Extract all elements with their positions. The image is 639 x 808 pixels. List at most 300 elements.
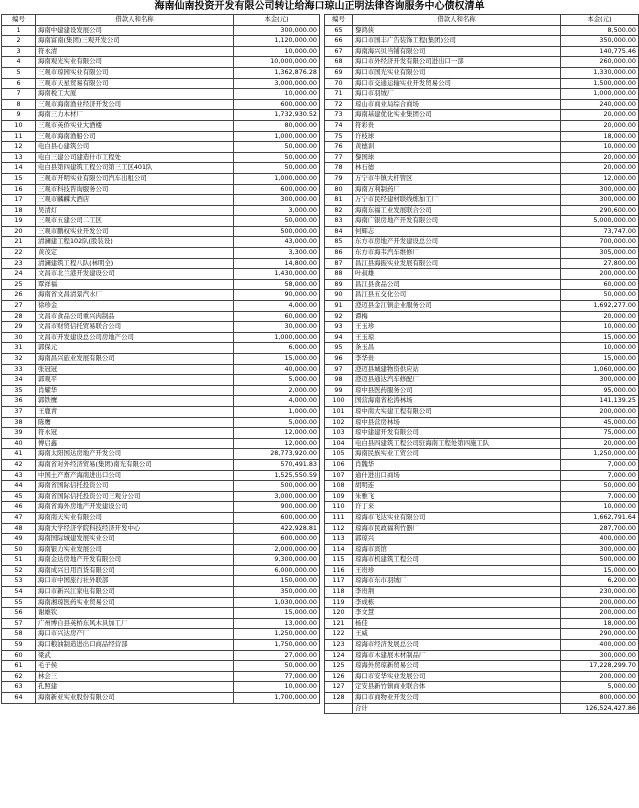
principal-amount: 300,000.00 [561, 650, 639, 661]
principal-amount: 7,000.00 [561, 459, 639, 470]
table-row [325, 682, 639, 693]
principal-amount: 20,000.00 [561, 152, 639, 163]
row-number: 82 [325, 205, 353, 216]
table-row [2, 438, 320, 449]
principal-amount: 45,000.00 [561, 417, 639, 428]
principal-amount: 900,000.00 [234, 502, 320, 513]
borrower-name: 海南太阳国达房地产开发公司 [36, 449, 234, 460]
table-row [325, 438, 639, 449]
principal-amount: 28,773,920.00 [234, 449, 320, 460]
row-number: 95 [325, 343, 353, 354]
row-number: 9 [2, 110, 36, 121]
principal-amount: 700,000.00 [561, 237, 639, 248]
borrower-name: 符永冠 [36, 428, 234, 439]
borrower-name: 电白三建公司建造什市工程处 [36, 152, 234, 163]
principal-amount: 300,000.00 [234, 195, 320, 206]
principal-amount: 2,000,000.00 [234, 544, 320, 555]
principal-amount: 1,430,000.00 [234, 269, 320, 280]
borrower-name: 万宁市民经建材联线炼加工厂 [353, 195, 561, 206]
row-number: 53 [2, 576, 36, 587]
table-header-row [2, 15, 320, 26]
row-number: 124 [325, 650, 353, 661]
table-row [2, 491, 320, 502]
borrower-name: 定安县新竹镇商业联合体 [353, 682, 561, 693]
table-row [2, 661, 320, 672]
table-row [325, 205, 639, 216]
row-number: 93 [325, 322, 353, 333]
borrower-name: 通什进出口商场 [353, 470, 561, 481]
principal-amount: 6,000.00 [234, 343, 320, 354]
principal-amount: 20,000.00 [561, 438, 639, 449]
table-row [2, 36, 320, 47]
row-number: 123 [325, 640, 353, 651]
principal-amount: 400,000.00 [561, 640, 639, 651]
row-number: 49 [2, 534, 36, 545]
principal-amount: 300,000.00 [561, 544, 639, 555]
principal-amount: 5,000.00 [234, 417, 320, 428]
borrower-name: 海口粮油制造进出口商品经营部 [36, 640, 234, 651]
row-number: 16 [2, 184, 36, 195]
table-row [2, 279, 320, 290]
borrower-name: 三观市鹏权实业开发公司 [36, 226, 234, 237]
row-number: 108 [325, 481, 353, 492]
principal-amount: 300,000.00 [234, 25, 320, 36]
row-number: 41 [2, 449, 36, 460]
borrower-name: 海南省国际信托投资公司三观分公司 [36, 491, 234, 502]
borrower-name: 海南基建优化实业集团公司 [353, 110, 561, 121]
principal-amount: 5,000.00 [561, 682, 639, 693]
table-row [2, 226, 320, 237]
borrower-name: 杨佳 [353, 618, 561, 629]
principal-amount: 50,000.00 [234, 142, 320, 153]
borrower-name: 王玉珍 [353, 322, 561, 333]
principal-amount: 1,000,000.00 [234, 332, 320, 343]
table-row [325, 417, 639, 428]
header-amount: 本金(元) [561, 15, 639, 26]
row-number: 32 [2, 354, 36, 365]
row-number: 126 [325, 671, 353, 682]
borrower-name: 黄德训 [353, 142, 561, 153]
row-number: 81 [325, 195, 353, 206]
principal-amount: 10,000,000.00 [234, 57, 320, 68]
row-number: 63 [2, 682, 36, 693]
borrower-name: 胡明连 [353, 481, 561, 492]
principal-amount: 600,000.00 [234, 512, 320, 523]
row-number: 94 [325, 332, 353, 343]
principal-amount: 1,750,000.00 [234, 640, 320, 651]
table-row [2, 163, 320, 174]
table-row [2, 470, 320, 481]
row-number: 1 [2, 25, 36, 36]
borrower-name: 琼中县医药服务公司 [353, 385, 561, 396]
table-row [325, 576, 639, 587]
table-row [325, 25, 639, 36]
borrower-name: 张冠冠 [36, 364, 234, 375]
principal-amount: 570,491.83 [234, 459, 320, 470]
table-row [2, 587, 320, 598]
borrower-name: 琼海市东市羽绒厂 [353, 576, 561, 587]
total-row [325, 703, 639, 714]
borrower-name: 王鹿青 [36, 406, 234, 417]
row-number: 86 [325, 248, 353, 259]
row-number: 78 [325, 163, 353, 174]
table-row [325, 184, 639, 195]
borrower-name: 昌江县海振实业发展有限公司 [353, 258, 561, 269]
table-row [325, 618, 639, 629]
principal-amount: 4,000.00 [234, 301, 320, 312]
table-row [2, 343, 320, 354]
row-number: 27 [2, 301, 36, 312]
principal-amount: 1,525,550.59 [234, 470, 320, 481]
principal-amount: 6,200.00 [561, 576, 639, 587]
row-number: 110 [325, 502, 353, 513]
borrower-name: 三观市开明实业有限公司汽车出租公司 [36, 173, 234, 184]
principal-amount: 4,000.00 [234, 396, 320, 407]
total-label: 合计 [353, 703, 561, 714]
row-number: 3 [2, 46, 36, 57]
row-number: 79 [325, 173, 353, 184]
principal-amount: 300,000.00 [561, 195, 639, 206]
table-row [2, 555, 320, 566]
row-number: 119 [325, 597, 353, 608]
row-number: 69 [325, 67, 353, 78]
table-row [325, 78, 639, 89]
row-number: 77 [325, 152, 353, 163]
table-row [2, 406, 320, 417]
principal-amount: 1,362,876.28 [234, 67, 320, 78]
borrower-name: 王威 [353, 629, 561, 640]
table-row [325, 671, 639, 682]
principal-amount: 10,000.00 [561, 142, 639, 153]
borrower-name: 琼海市机建筑工程公司 [353, 555, 561, 566]
table-row [2, 459, 320, 470]
borrower-name: 昌江县食品公司 [353, 279, 561, 290]
borrower-name: 谭梅 [353, 311, 561, 322]
document-title: 海南仙南投资开发有限公司转让给海口琼山正明法律咨询服务中心债权清单 [154, 1, 485, 12]
principal-amount: 10,000.00 [561, 502, 639, 513]
row-number: 42 [2, 459, 36, 470]
principal-amount: 350,000.00 [234, 587, 320, 598]
borrower-name: 电白县四建筑工程公司驻海南工程处第四施工队 [353, 438, 561, 449]
borrower-name: 东方市海韦汽车维修厂 [353, 248, 561, 259]
row-number: 45 [2, 491, 36, 502]
principal-amount: 14,800.00 [234, 258, 320, 269]
table-row [2, 269, 320, 280]
borrower-name: 海南中建建设发展公司 [36, 25, 234, 36]
principal-amount: 1,120,000.00 [234, 36, 320, 47]
table-row [2, 375, 320, 386]
table-row [2, 354, 320, 365]
borrower-name: 海南万利制药厂 [353, 184, 561, 195]
row-number: 74 [325, 120, 353, 131]
table-row [325, 608, 639, 619]
row-number: 56 [2, 608, 36, 619]
table-row [2, 152, 320, 163]
borrower-name: 海南成兴日用百货有限公司 [36, 565, 234, 576]
principal-amount: 50,000.00 [234, 163, 320, 174]
borrower-name: 万宁市牛镇大杆管区 [353, 173, 561, 184]
borrower-name: 海南南天实业有限公司 [36, 512, 234, 523]
borrower-name: 电白县心建筑公司 [36, 142, 234, 153]
principal-amount: 3,000,000.00 [234, 491, 320, 502]
principal-amount: 1,692,277.00 [561, 301, 639, 312]
table-row [325, 385, 639, 396]
table-row [325, 258, 639, 269]
principal-amount: 5,000,000.00 [561, 216, 639, 227]
principal-amount: 10,000.00 [234, 89, 320, 100]
header-name: 借款人和名称 [36, 15, 234, 26]
table-row [325, 248, 639, 259]
row-number: 35 [2, 385, 36, 396]
row-number: 71 [325, 89, 353, 100]
borrower-name: 何辉志 [353, 226, 561, 237]
principal-amount: 18,000.00 [561, 131, 639, 142]
borrower-name: 海南湘琼医药实业贸易公司 [36, 597, 234, 608]
table-row [2, 142, 320, 153]
table-row [325, 322, 639, 333]
row-number: 34 [2, 375, 36, 386]
row-number: 44 [2, 481, 36, 492]
table-row [325, 523, 639, 534]
borrower-name: 海口市中国旅行社外联部 [36, 576, 234, 587]
borrower-name: 琼海市宾馆 [353, 544, 561, 555]
principal-amount: 40,000.00 [234, 364, 320, 375]
row-number: 75 [325, 131, 353, 142]
borrower-name: 符永清 [36, 46, 234, 57]
principal-amount: 500,000.00 [234, 226, 320, 237]
borrower-name: 海南省文昌清景汽水厂 [36, 290, 234, 301]
row-number: 64 [2, 693, 36, 704]
header-amount: 本金(元) [234, 15, 320, 26]
borrower-name: 李华贵 [353, 354, 561, 365]
table-row [325, 565, 639, 576]
borrower-name: 澄迈县金江镇企业服务公司 [353, 301, 561, 312]
row-number: 80 [325, 184, 353, 195]
borrower-name: 海口市安华实业发展公司 [353, 671, 561, 682]
principal-amount: 77,000.00 [234, 671, 320, 682]
principal-amount: 73,747.00 [561, 226, 639, 237]
row-number: 118 [325, 587, 353, 598]
borrower-name: 李文慧 [353, 608, 561, 619]
table-row [325, 152, 639, 163]
table-row [325, 36, 639, 47]
borrower-name: 澄迈县城建物资供应站 [353, 364, 561, 375]
table-row [325, 290, 639, 301]
principal-amount: 500,000.00 [234, 481, 320, 492]
row-number: 73 [325, 110, 353, 121]
table-row [325, 597, 639, 608]
principal-amount: 10,000.00 [234, 682, 320, 693]
principal-amount: 50,000.00 [234, 661, 320, 672]
table-row [2, 449, 320, 460]
principal-amount: 60,000.00 [561, 279, 639, 290]
row-number: 101 [325, 406, 353, 417]
row-number: 31 [2, 343, 36, 354]
table-row [325, 428, 639, 439]
table-row [2, 258, 320, 269]
row-number: 25 [2, 279, 36, 290]
borrower-name: 海南富南(集团)三观开发公司 [36, 36, 234, 47]
borrower-name: 琼海市木建展木材制品厂 [353, 650, 561, 661]
table-row [325, 555, 639, 566]
borrower-name: 海南东福工业发展联合公司 [353, 205, 561, 216]
row-number: 66 [325, 36, 353, 47]
row-number: 68 [325, 57, 353, 68]
table-row [2, 682, 320, 693]
principal-amount: 7,000.00 [561, 470, 639, 481]
row-number: 128 [325, 693, 353, 704]
principal-amount: 230,000.00 [561, 587, 639, 598]
table-row [325, 311, 639, 322]
principal-amount: 15,000.00 [561, 354, 639, 365]
principal-amount: 141,139.25 [561, 396, 639, 407]
table-row [325, 131, 639, 142]
row-number: 122 [325, 629, 353, 640]
table-row [325, 481, 639, 492]
principal-amount: 1,662,791.64 [561, 512, 639, 523]
table-row [325, 354, 639, 365]
row-number: 99 [325, 385, 353, 396]
borrower-name: 中国土产畜产海南进出口公司 [36, 470, 234, 481]
borrower-name: 澄迈县通达汽车修配厂 [353, 375, 561, 386]
row-number: 85 [325, 237, 353, 248]
row-number: 104 [325, 438, 353, 449]
row-number: 15 [2, 173, 36, 184]
row-number: 127 [325, 682, 353, 693]
borrower-name: 清澜建工程102队(股装设) [36, 237, 234, 248]
borrower-name: 许枝球 [353, 131, 561, 142]
principal-amount: 1,000,000.00 [234, 173, 320, 184]
principal-amount: 10,000.00 [234, 46, 320, 57]
borrower-name: 符彩贵 [353, 120, 561, 131]
table-row [2, 322, 320, 333]
borrower-name: 覃祥福 [36, 279, 234, 290]
row-number: 96 [325, 354, 353, 365]
borrower-name: 郭观平 [36, 375, 234, 386]
principal-amount: 20,000.00 [561, 311, 639, 322]
row-number: 112 [325, 523, 353, 534]
table-row [325, 406, 639, 417]
table-row [2, 428, 320, 439]
principal-amount: 1,700,000.00 [234, 693, 320, 704]
table-row [2, 693, 320, 704]
principal-amount: 1,000,000.00 [234, 131, 320, 142]
table-row [325, 110, 639, 121]
principal-amount: 5,000.00 [234, 375, 320, 386]
table-row [325, 57, 639, 68]
borrower-name: 海南大学经济学院科技经济开发中心 [36, 523, 234, 534]
table-row [325, 512, 639, 523]
row-number: 39 [2, 428, 36, 439]
principal-amount: 75,000.00 [561, 428, 639, 439]
table-row [2, 332, 320, 343]
row-number: 29 [2, 322, 36, 333]
borrower-name: 海口市羽绒厂 [353, 89, 561, 100]
debt-table-left [1, 14, 320, 704]
table-row [2, 576, 320, 587]
table-row [2, 89, 320, 100]
principal-amount: 240,000.00 [561, 99, 639, 110]
principal-amount: 58,000.00 [234, 279, 320, 290]
principal-amount: 12,000.00 [561, 173, 639, 184]
table-row [2, 290, 320, 301]
row-number: 109 [325, 491, 353, 502]
borrower-name: 徐珍金 [36, 301, 234, 312]
row-number: 8 [2, 99, 36, 110]
table-row [325, 301, 639, 312]
table-row [325, 226, 639, 237]
borrower-name: 东方市房地产开发建设总公司 [353, 237, 561, 248]
principal-amount: 50,000.00 [561, 481, 639, 492]
principal-amount: 290,600.00 [561, 205, 639, 216]
row-number: 105 [325, 449, 353, 460]
principal-amount: 600,000.00 [234, 534, 320, 545]
principal-amount: 95,000.00 [561, 385, 639, 396]
principal-amount: 10,000.00 [561, 322, 639, 333]
row-number: 65 [325, 25, 353, 36]
table-row [2, 608, 320, 619]
borrower-name: 海口市商物业开发公司 [353, 693, 561, 704]
borrower-name: 海南国际城建发展实业公司 [36, 534, 234, 545]
borrower-name: 郭铁鹰 [36, 396, 234, 407]
table-row [2, 25, 320, 36]
table-row [2, 99, 320, 110]
borrower-name: 琼中建建开发有限公司 [353, 428, 561, 439]
table-row [325, 332, 639, 343]
borrower-name: 王贵珍 [353, 565, 561, 576]
principal-amount: 12,000.00 [234, 438, 320, 449]
borrower-name: 琼中县营房林场 [353, 417, 561, 428]
principal-amount: 200,000.00 [561, 671, 639, 682]
principal-amount: 80,000.00 [234, 120, 320, 131]
borrower-name: 海南新亚实业股份有限公司 [36, 693, 234, 704]
table-row [325, 195, 639, 206]
principal-amount: 140,775.46 [561, 46, 639, 57]
borrower-name: 海南银力实业发展公司 [36, 544, 234, 555]
borrower-name: 三观市麟麟大酒店 [36, 195, 234, 206]
principal-amount: 500,000.00 [561, 555, 639, 566]
row-number: 7 [2, 89, 36, 100]
principal-amount: 400,000.00 [561, 534, 639, 545]
principal-amount: 12,000.00 [234, 428, 320, 439]
row-number: 111 [325, 512, 353, 523]
borrower-name: 黎鸿侠 [353, 25, 561, 36]
principal-amount: 2,000.00 [234, 385, 320, 396]
principal-amount: 27,800.00 [561, 258, 639, 269]
table-row [325, 693, 639, 704]
principal-amount: 300,000.00 [561, 375, 639, 386]
table-row [325, 120, 639, 131]
table-row [2, 216, 320, 227]
principal-amount: 260,000.00 [561, 57, 639, 68]
table-row [325, 459, 639, 470]
row-number: 24 [2, 269, 36, 280]
table-row [2, 565, 320, 576]
borrower-name: 李成栋 [353, 597, 561, 608]
row-number: 106 [325, 459, 353, 470]
row-number: 117 [325, 576, 353, 587]
row-number: 33 [2, 364, 36, 375]
principal-amount: 60,000.00 [234, 311, 320, 322]
header-no: 编号 [325, 15, 353, 26]
row-number: 98 [325, 375, 353, 386]
table-row [2, 597, 320, 608]
table-row [325, 375, 639, 386]
borrower-name: 孔照建 [36, 682, 234, 693]
borrower-name: 琼海市民政福利竹器厂 [353, 523, 561, 534]
table-row [2, 523, 320, 534]
row-number: 36 [2, 396, 36, 407]
